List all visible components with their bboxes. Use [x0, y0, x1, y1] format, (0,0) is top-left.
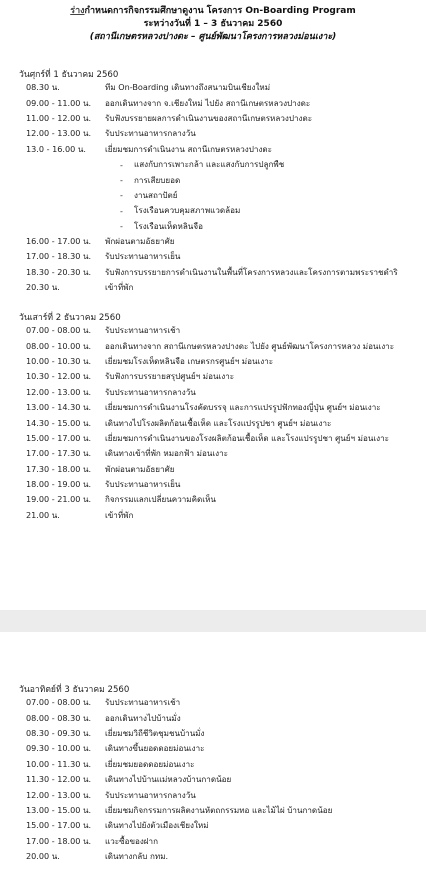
schedule-row	[26, 111, 421, 126]
schedule-activity: เดินทางขึ้นยอดดอยม่อนเงาะ	[105, 743, 205, 754]
schedule-time: 10.00 - 11.30 น.	[26, 758, 92, 769]
schedule-time: 15.00 - 17.00 น.	[26, 432, 92, 443]
schedule-time: 10.30 - 12.00 น.	[26, 371, 92, 382]
schedule-time: 18.30 - 20.30 น.	[26, 266, 92, 277]
schedule-row	[26, 726, 421, 741]
document-header	[0, 5, 426, 44]
schedule-activity: ออกเดินทางจาก สถานีเกษตรหลวงปางดะ ไปยัง ศูนย์พัฒนาโครงการหลวง ม่อนเงาะ	[105, 340, 395, 351]
schedule-time: 19.00 - 21.00 น.	[26, 494, 92, 505]
schedule-time: 17.00 - 18.00 น.	[26, 835, 92, 846]
day-1-schedule	[26, 80, 421, 295]
schedule-row	[26, 369, 421, 384]
schedule-subitem	[26, 203, 421, 218]
schedule-row	[26, 772, 421, 787]
schedule-time: 14.30 - 15.00 น.	[26, 417, 92, 428]
schedule-activity: เยี่ยมชมยอดดอยม่อนเงาะ	[105, 758, 195, 769]
schedule-row	[26, 741, 421, 756]
schedule-row	[26, 400, 421, 415]
schedule-activity: ออกเดินทางไปบ้านมั่ง	[105, 712, 181, 723]
schedule-time: 12.00 - 13.00 น.	[26, 128, 92, 139]
header-location: (สถานีเกษตรหลวงปางดะ – ศูนย์พัฒนาโครงการหลวงม่อนเงาะ)	[89, 32, 337, 42]
schedule-activity: รับประทานอาหารกลางวัน	[105, 128, 196, 139]
schedule-time: 13.00 - 15.00 น.	[26, 804, 92, 815]
schedule-activity: เดินทางไปโรงผลิตก้อนเชื้อเห็ด และโรงแปรรูปชา ศูนย์ฯ ม่อนเงาะ	[105, 417, 332, 428]
schedule-subitem	[26, 219, 421, 234]
schedule-time: 15.00 - 17.00 น.	[26, 820, 92, 831]
day-3-heading: วันอาทิตย์ที่ 3 ธันวาคม 2560	[19, 685, 130, 695]
day-2-schedule	[26, 323, 421, 523]
schedule-row	[26, 508, 421, 523]
schedule-activity: เยี่ยมชมการดำเนินงานของโรงผลิตก้อนเชื้อเห็ด และโรงแปรรูปชา ศูนย์ฯ ม่อนเงาะ	[105, 432, 390, 443]
schedule-row	[26, 80, 421, 95]
schedule-time: 11.00 - 12.00 น.	[26, 112, 92, 123]
schedule-time: 10.00 - 10.30 น.	[26, 355, 92, 366]
subitem-text: โรงเรือนเห็ดหลินจือ	[134, 220, 203, 231]
page-gap	[0, 610, 426, 632]
schedule-time: 16.00 - 17.00 น.	[26, 236, 92, 247]
schedule-activity: เยี่ยมชมวิถีชีวิตชุมชนบ้านมั่ง	[105, 727, 205, 738]
header-date-range: ระหว่างวันที่ 1 – 3 ธันวาคม 2560	[143, 19, 283, 29]
schedule-row	[26, 431, 421, 446]
header-title	[0, 5, 426, 18]
schedule-activity: รับฟังการบรรยายสรุปศูนย์ฯ ม่อนเงาะ	[105, 371, 235, 382]
subitem-text: งานสถาปัตย์	[134, 189, 178, 200]
schedule-row	[26, 757, 421, 772]
schedule-activity: ออกเดินทางจาก จ.เชียงใหม่ ไปยัง สถานีเกษตรหลวงปางดะ	[105, 97, 311, 108]
schedule-activity: ทีม On-Boarding เดินทางถึงสนามบินเชียงใหม่	[105, 82, 271, 93]
schedule-row	[26, 234, 421, 249]
schedule-time: 09.30 - 10.00 น.	[26, 743, 92, 754]
schedule-row	[26, 126, 421, 141]
bullet-dash: -	[120, 190, 123, 201]
schedule-activity: รับประทานอาหารกลางวัน	[105, 789, 196, 800]
schedule-activity: เดินทางเข้าที่พัก หมอกฟ้า ม่อนเงาะ	[105, 448, 228, 459]
schedule-time: 12.00 - 13.00 น.	[26, 789, 92, 800]
schedule-row	[26, 477, 421, 492]
schedule-row	[26, 415, 421, 430]
subitem-text: โรงเรือนควบคุมสภาพแวดล้อม	[134, 205, 241, 216]
document-page-2	[0, 632, 426, 870]
schedule-subitem	[26, 157, 421, 172]
schedule-activity: รับประทานอาหารเช้า	[105, 325, 181, 336]
schedule-row	[26, 849, 421, 864]
schedule-time: 08.30 - 09.30 น.	[26, 727, 92, 738]
schedule-time: 18.00 - 19.00 น.	[26, 479, 92, 490]
schedule-time: 21.00 น.	[26, 509, 60, 520]
bullet-dash: -	[120, 205, 123, 216]
schedule-activity: เยี่ยมชมโรงเห็ดหลินจือ เกษตรกรศูนย์ฯ ม่อนเงาะ	[105, 355, 274, 366]
day-2-heading: วันเสาร์ที่ 2 ธันวาคม 2560	[19, 313, 121, 323]
schedule-activity: รับประทานอาหารกลางวัน	[105, 386, 196, 397]
schedule-time: 11.30 - 12.00 น.	[26, 774, 92, 785]
schedule-row	[26, 492, 421, 507]
schedule-subitem	[26, 172, 421, 187]
schedule-row	[26, 710, 421, 725]
schedule-row	[26, 142, 421, 157]
schedule-row	[26, 695, 421, 710]
header-title-text: กำหนดการกิจกรรมศึกษาดูงาน โครงการ On-Boarding Program	[84, 6, 356, 16]
schedule-row	[26, 95, 421, 110]
schedule-activity: รับประทานอาหารเย็น	[105, 251, 181, 262]
schedule-activity: รับฟังบรรยายผลการดำเนินงานของสถานีเกษตรหลวงปางดะ	[105, 112, 313, 123]
draft-label: ร่าง	[70, 6, 85, 16]
schedule-activity: รับประทานอาหารเย็น	[105, 479, 181, 490]
schedule-activity: เดินทางไปยังตัวเมืองเชียงใหม่	[105, 820, 209, 831]
schedule-time: 08.00 - 10.00 น.	[26, 340, 92, 351]
schedule-activity: เดินทางไปบ้านแม่หลวงบ้านกาดน้อย	[105, 774, 232, 785]
schedule-time: 17.00 - 17.30 น.	[26, 448, 92, 459]
subitem-text: การเสียบยอด	[134, 174, 181, 185]
day-1-heading: วันศุกร์ที่ 1 ธันวาคม 2560	[19, 70, 119, 80]
day-3-schedule	[26, 695, 421, 864]
schedule-time: 12.00 - 13.00 น.	[26, 386, 92, 397]
schedule-subitem	[26, 188, 421, 203]
schedule-activity: เข้าที่พัก	[105, 509, 134, 520]
schedule-row	[26, 323, 421, 338]
schedule-row	[26, 280, 421, 295]
schedule-time: 13.00 - 14.30 น.	[26, 402, 92, 413]
schedule-row	[26, 265, 421, 280]
schedule-time: 07.00 - 08.00 น.	[26, 325, 92, 336]
schedule-activity: กิจกรรมแลกเปลี่ยนความคิดเห็น	[105, 494, 216, 505]
bullet-dash: -	[120, 175, 123, 186]
schedule-time: 07.00 - 08.00 น.	[26, 697, 92, 708]
schedule-time: 17.00 - 18.30 น.	[26, 251, 92, 262]
schedule-activity: แวะซื้อของฝาก	[105, 835, 158, 846]
schedule-activity: รับประทานอาหารเช้า	[105, 697, 181, 708]
schedule-activity: เดินทางกลับ กทม.	[105, 851, 169, 862]
schedule-time: 17.30 - 18.00 น.	[26, 463, 92, 474]
schedule-time: 09.00 - 11.00 น.	[26, 97, 92, 108]
schedule-time: 20.00 น.	[26, 851, 60, 862]
schedule-row	[26, 385, 421, 400]
schedule-row	[26, 787, 421, 802]
schedule-time: 13.0 - 16.00 น.	[26, 143, 86, 154]
schedule-activity: รับฟังการบรรยายการดำเนินงานในพื้นที่โครงการหลวงและโครงการตามพระราชดำริ	[105, 266, 398, 277]
schedule-row	[26, 249, 421, 264]
schedule-activity: พักผ่อนตามอัธยาศัย	[105, 463, 175, 474]
schedule-activity: พักผ่อนตามอัธยาศัย	[105, 236, 175, 247]
bullet-dash: -	[120, 159, 123, 170]
schedule-time: 20.30 น.	[26, 282, 60, 293]
schedule-row	[26, 803, 421, 818]
schedule-activity: เยี่ยมชมการดำเนินงานโรงคัดบรรจุ และการแปรรูปฟักทองญี่ปุ่น ศูนย์ฯ ม่อนเงาะ	[105, 402, 381, 413]
schedule-row	[26, 354, 421, 369]
schedule-row	[26, 446, 421, 461]
schedule-time: 08.30 น.	[26, 82, 60, 93]
schedule-row	[26, 338, 421, 353]
schedule-row	[26, 818, 421, 833]
bullet-dash: -	[120, 221, 123, 232]
schedule-activity: เยี่ยมชมกิจกรรมการผลิตงานหัตถกรรมทอ และไม้ไผ่ บ้านกาดน้อย	[105, 804, 333, 815]
subitem-text: แสงกับการเพาะกล้า และแสงกับการปลูกพืช	[134, 159, 285, 170]
schedule-time: 08.00 - 08.30 น.	[26, 712, 92, 723]
schedule-activity: เยี่ยมชมการดำเนินงาน สถานีเกษตรหลวงปางดะ	[105, 143, 272, 154]
schedule-activity: เข้าที่พัก	[105, 282, 134, 293]
schedule-row	[26, 462, 421, 477]
schedule-row	[26, 834, 421, 849]
